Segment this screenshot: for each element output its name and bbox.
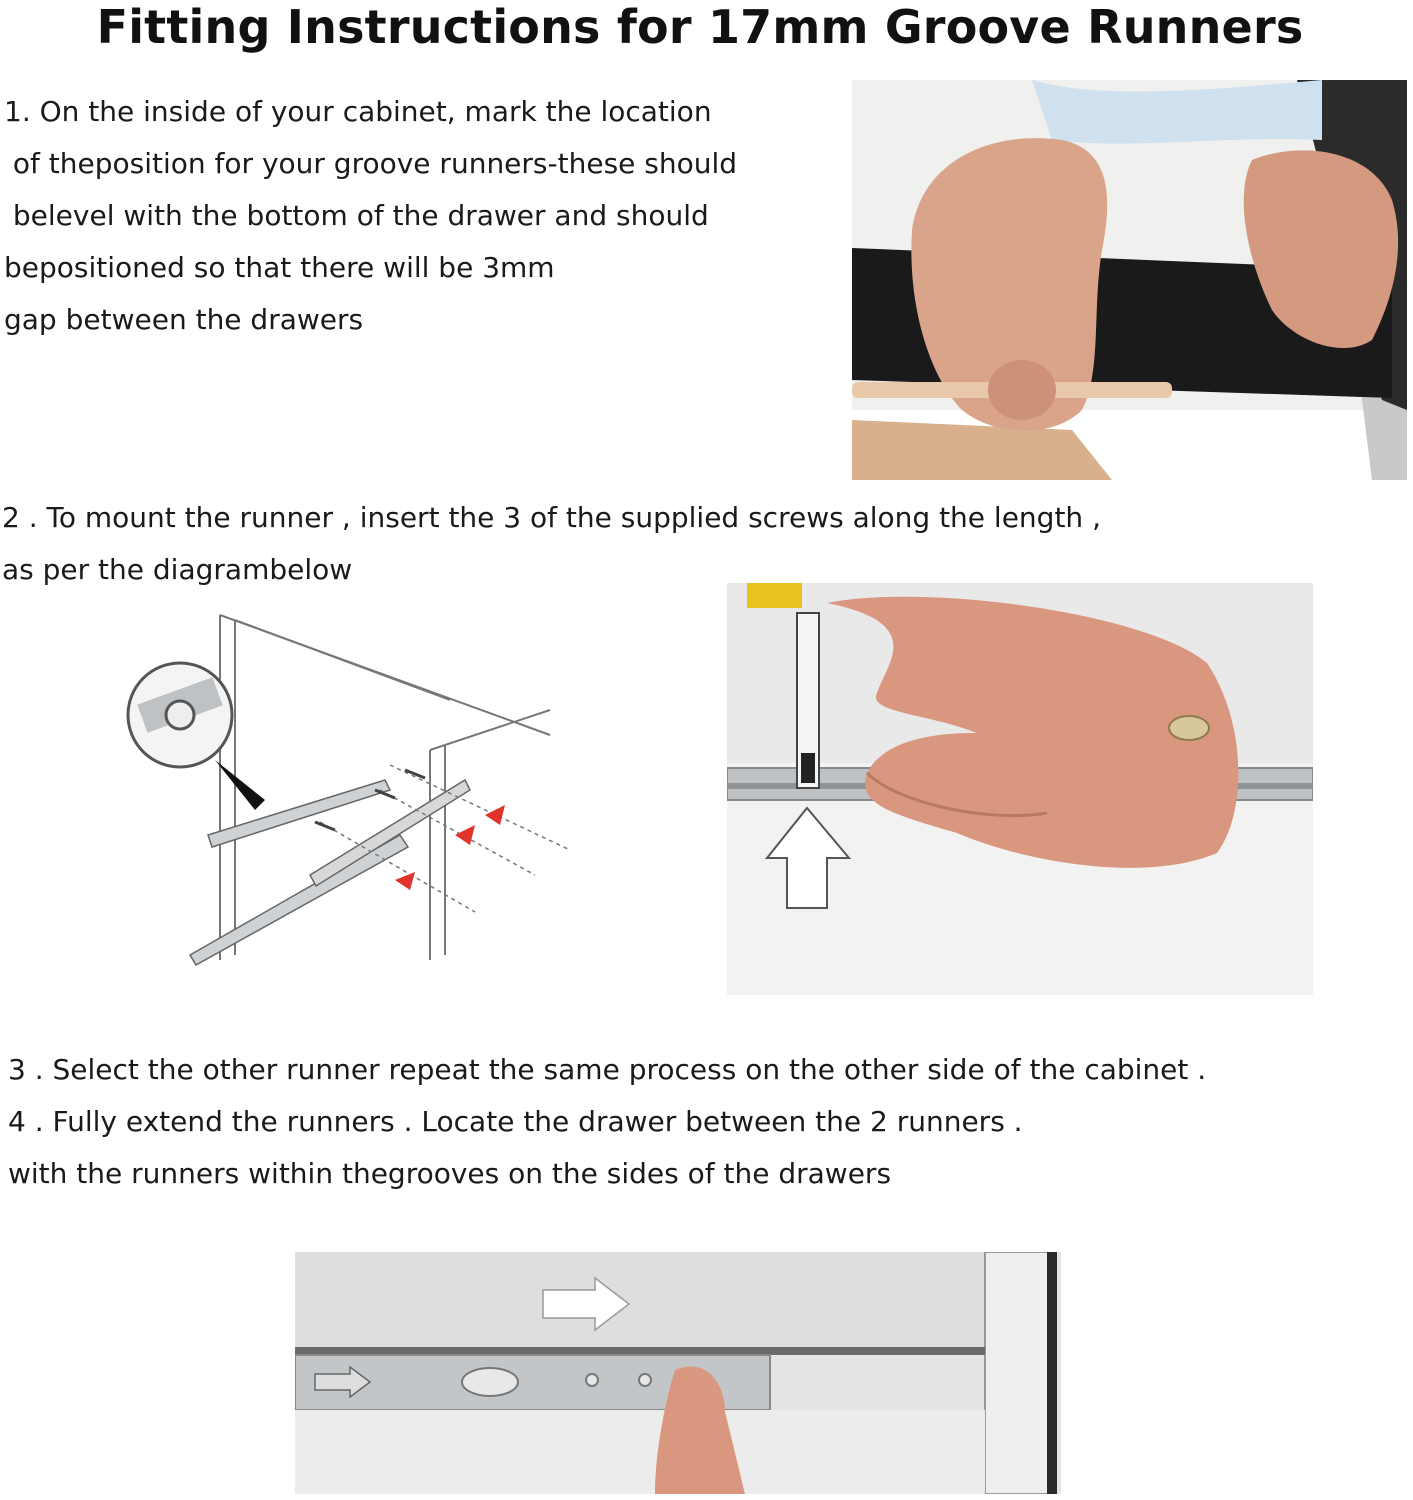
step-3-line: 3 . Select the other runner repeat the same process on the other side of the cabinet . — [8, 1053, 1207, 1086]
step-1-line: belevel with the bottom of the drawer and should — [4, 199, 709, 232]
screwing-runner-photo — [727, 583, 1313, 995]
drawer-runner-photo — [295, 1252, 1061, 1494]
step-1-line: of theposition for your groove runners-these should — [4, 147, 738, 180]
step-2-line: as per the diagrambelow — [2, 553, 353, 586]
page-title: Fitting Instructions for 17mm Groove Runners — [96, 0, 1304, 54]
step-3-4-text — [8, 1044, 1206, 1200]
step-1-line: 1. On the inside of your cabinet, mark the location — [4, 95, 712, 128]
step-1-text — [4, 86, 737, 346]
step-1-line: gap between the drawers — [4, 303, 364, 336]
step-2-line: 2 . To mount the runner , insert the 3 of the supplied screws along the length , — [2, 501, 1101, 534]
marking-cabinet-photo — [852, 80, 1407, 480]
runner-mounting-diagram — [120, 610, 590, 970]
step-4-line: with the runners within thegrooves on the sides of the drawers — [8, 1157, 892, 1190]
step-1-line: bepositioned so that there will be 3mm — [4, 251, 555, 284]
step-2-text — [2, 492, 1101, 596]
step-4-line: 4 . Fully extend the runners . Locate the drawer between the 2 runners . — [8, 1105, 1023, 1138]
